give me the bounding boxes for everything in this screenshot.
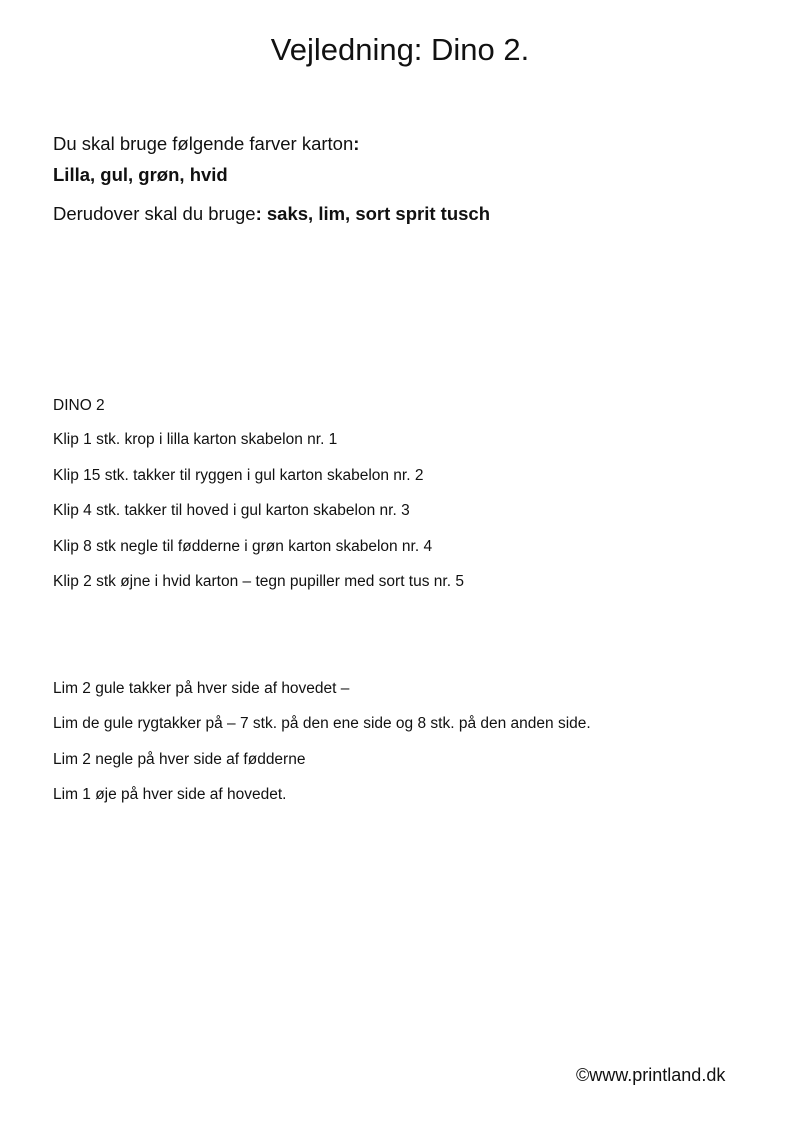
footer-copyright: ©www.printland.dk [576,1065,726,1085]
tools-list: : saks, lim, sort sprit tusch [255,203,490,224]
colors-intro-text: Du skal bruge følgende farver karton [53,133,354,154]
glue-step-1: Lim 2 gule takker på hver side af hovedet – [53,680,350,697]
cut-step-1: Klip 1 stk. krop i lilla karton skabelon nr. 1 [53,431,338,448]
glue-step-4: Lim 1 øje på hver side af hovedet. [53,786,287,803]
tools-intro-text: Derudover skal du bruge [53,203,256,224]
glue-step-2: Lim de gule rygtakker på – 7 stk. på den ene side og 8 stk. på den anden side. [53,715,591,732]
cut-step-3: Klip 4 stk. takker til hoved i gul karton skabelon nr. 3 [53,502,410,519]
glue-step-3: Lim 2 negle på hver side af fødderne [53,751,306,768]
colors-intro-line [53,133,359,155]
section-heading: DINO 2 [53,397,105,414]
cut-step-5: Klip 2 stk øjne i hvid karton – tegn pupiller med sort tus nr. 5 [53,573,464,590]
colors-list: Lilla, gul, grøn, hvid [53,164,228,185]
cut-step-4: Klip 8 stk negle til fødderne i grøn karton skabelon nr. 4 [53,538,433,555]
cut-step-2: Klip 15 stk. takker til ryggen i gul karton skabelon nr. 2 [53,467,424,484]
colors-intro-colon: : [353,133,360,154]
page-title: Vejledning: Dino 2. [270,32,530,67]
tools-line [53,203,490,225]
